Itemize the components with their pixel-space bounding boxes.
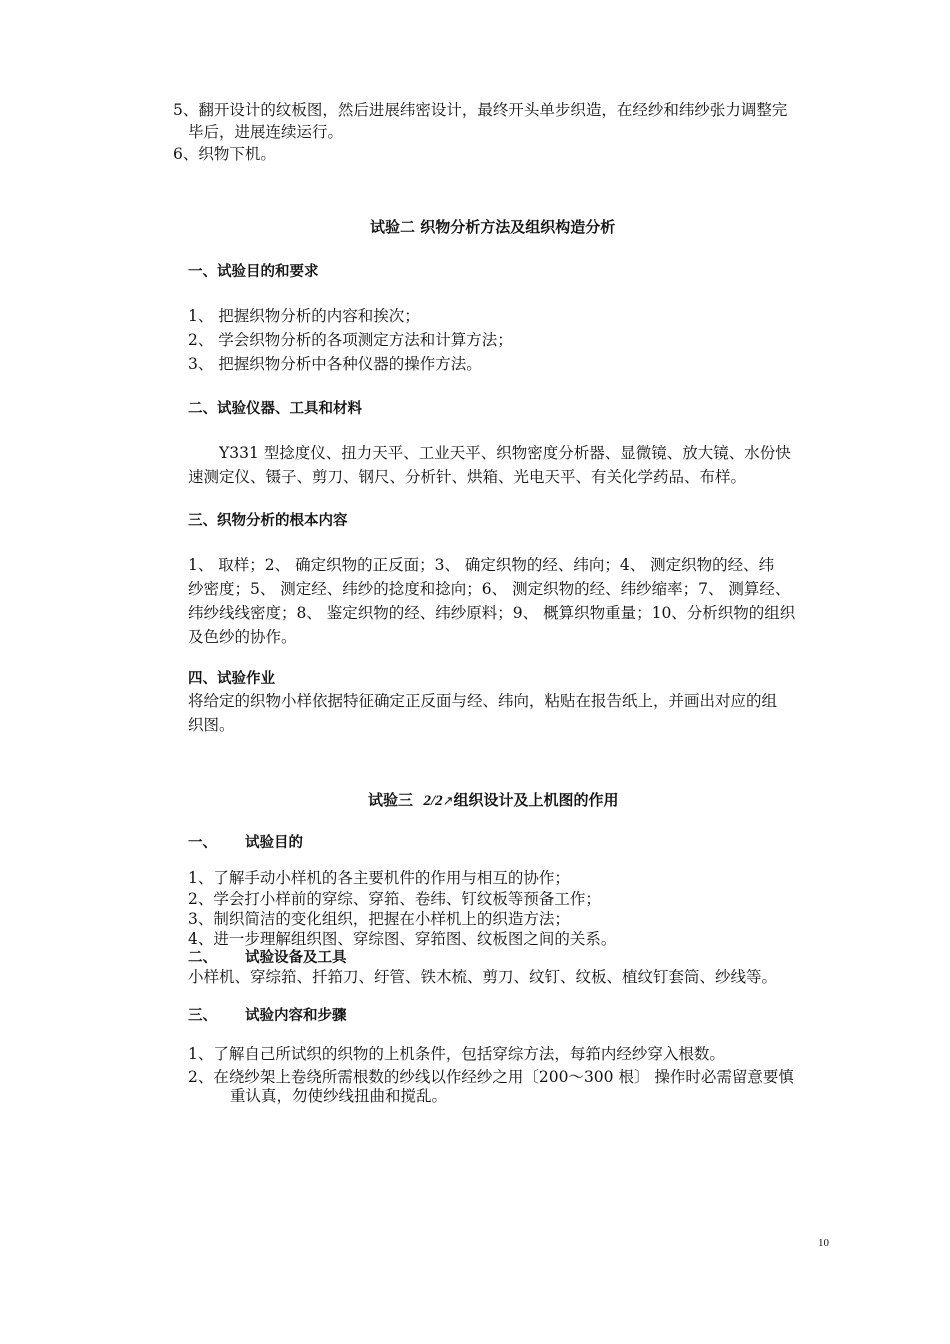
exp1-step-5-line1: 5、翻开设计的纹板图，然后进展纬密设计，最终开头单步织造，在经纱和纬纱张力调整完 bbox=[173, 101, 788, 119]
exp3-section3-item-1: 1、了解自己所试织的织物的上机条件，包括穿综方法，每筘内经纱穿入根数。 bbox=[188, 1045, 725, 1063]
page-number: 10 bbox=[818, 1237, 829, 1249]
exp3-section3-number: 三、 bbox=[188, 1008, 217, 1024]
exp3-section2-heading: 试验设备及工具 bbox=[245, 950, 347, 966]
exp2-section3-heading: 三、织物分析的根本内容 bbox=[188, 513, 348, 529]
exp3-section1-number: 一、 bbox=[188, 835, 217, 851]
exp2-section1-heading: 一、试验目的和要求 bbox=[188, 264, 319, 280]
exp2-section4-line1: 将给定的织物小样依据特征确定正反面与经、纬向，粘贴在报告纸上，并画出对应的组 bbox=[188, 692, 778, 710]
exp2-section2-heading: 二、试验仪器、工具和材料 bbox=[188, 401, 362, 417]
exp3-section1-item-3: 3、制织简洁的变化组织，把握在小样机上的织造方法； bbox=[188, 910, 570, 928]
exp2-section3-line1: 1、 取样；2、 确定织物的正反面；3、 确定织物的经、纬向；4、 测定织物的经、纬 bbox=[188, 556, 775, 574]
exp3-section3-item-2: 2、在绕纱架上卷绕所需根数的纱线以作经纱之用〔200～300 根〕 操作时必需留意要慎 bbox=[188, 1068, 794, 1086]
exp3-section3-heading: 试验内容和步骤 bbox=[245, 1008, 347, 1024]
exp2-section3-line3: 纬纱线线密度；8、 鉴定织物的经、纬纱原料；9、 概算织物重量；10、分析织物的组织 bbox=[188, 604, 796, 622]
exp3-title-suffix: 组织设计及上机图的作用 bbox=[453, 791, 619, 809]
exp2-section3-line2: 纱密度；5、 测定经、纬纱的捻度和捻向；6、 测定织物的经、纬纱缩率；7、 测算经、 bbox=[188, 580, 791, 598]
exp2-section1-item-3: 3、 把握织物分析中各种仪器的操作方法。 bbox=[188, 355, 482, 373]
exp3-section1-item-1: 1、了解手动小样机的各主要机件的作用与相互的协作； bbox=[188, 869, 570, 887]
exp3-section1-heading: 试验目的 bbox=[245, 835, 303, 851]
exp2-section3-line4: 及色纱的协作。 bbox=[188, 628, 297, 646]
exp1-step-5-line2: 毕后，进展连续运行。 bbox=[188, 123, 344, 141]
exp3-title-arrow: ↗ bbox=[442, 794, 454, 809]
exp2-section2-line1: Y331 型捻度仪、扭力天平、工业天平、织物密度分析器、显微镜、放大镜、水份快 bbox=[219, 444, 791, 462]
exp3-title-weave: 2/2 bbox=[423, 793, 443, 809]
exp3-title-prefix: 试验三 bbox=[368, 791, 424, 809]
exp1-step-6: 6、织物下机。 bbox=[173, 145, 276, 163]
exp2-section1-item-2: 2、 学会织物分析的各项测定方法和计算方法； bbox=[188, 331, 513, 349]
exp3-section1-item-2: 2、学会打小样前的穿综、穿筘、卷纬、钉纹板等预备工作； bbox=[188, 890, 601, 908]
exp3-section2-number: 二、 bbox=[188, 950, 217, 966]
exp3-section2-line: 小样机、穿综筘、扦筘刀、纡管、铁木梳、剪刀、纹钉、纹板、植纹钉套筒、纱线等。 bbox=[188, 968, 778, 986]
exp2-section1-item-1: 1、 把握织物分析的内容和挨次； bbox=[188, 307, 420, 325]
exp2-section2-line2: 速测定仪、镊子、剪刀、钢尺、分析针、烘箱、光电天平、有关化学药品、布样。 bbox=[188, 468, 747, 486]
exp3-section3-item-2-cont: 重认真，勿使纱线扭曲和搅乱。 bbox=[230, 1087, 448, 1105]
exp3-title bbox=[368, 790, 619, 812]
exp2-title: 试验二 织物分析方法及组织构造分析 bbox=[370, 218, 616, 236]
exp2-section4-heading: 四、试验作业 bbox=[188, 671, 275, 687]
exp3-section1-item-4: 4、进一步理解组织图、穿综图、穿筘图、纹板图之间的关系。 bbox=[188, 930, 617, 948]
exp2-section4-line2: 织图。 bbox=[188, 716, 235, 734]
